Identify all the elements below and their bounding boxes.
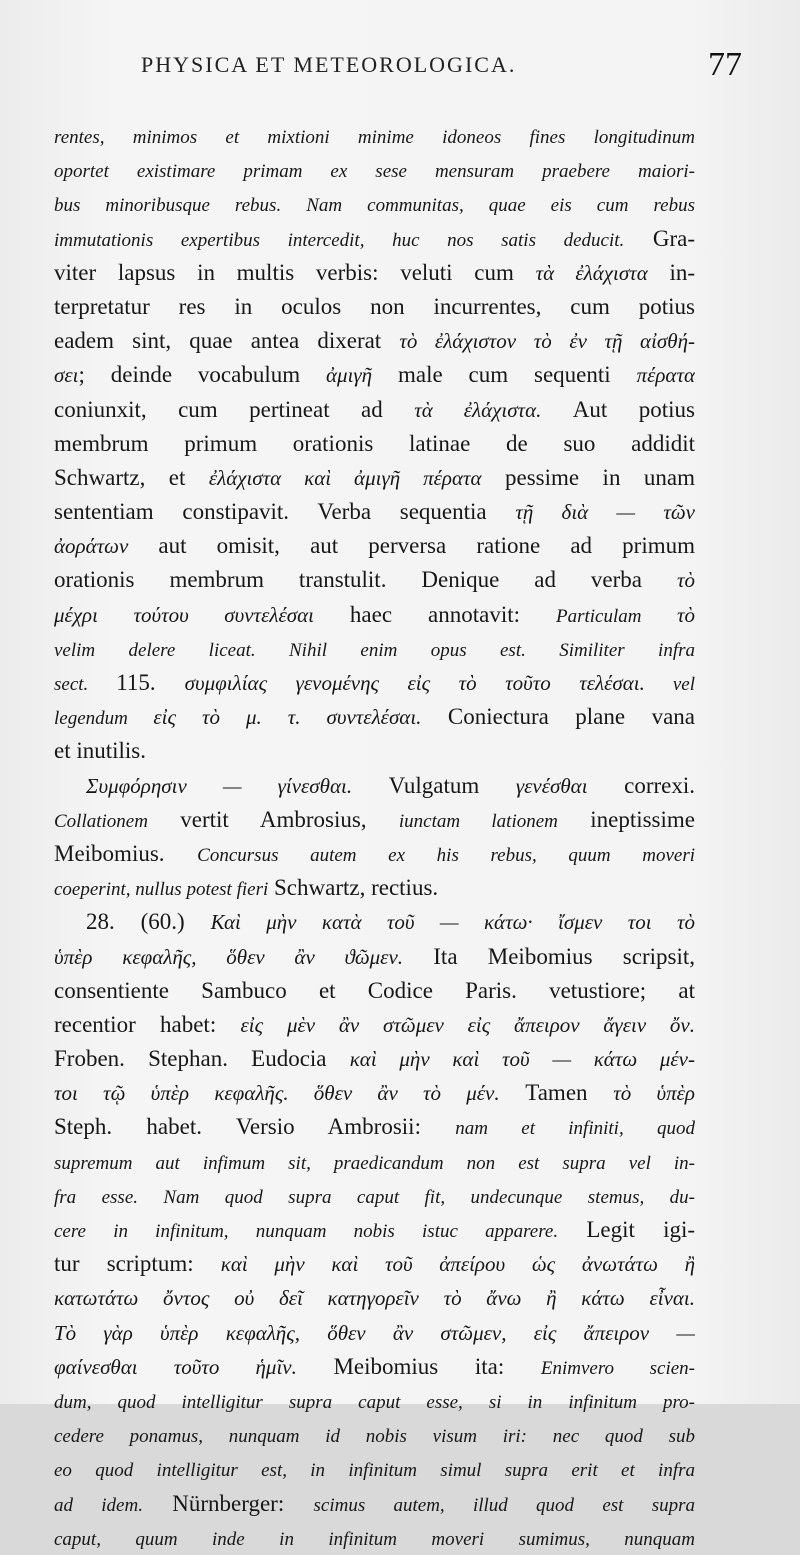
roman-text: haec annotavit: (313, 601, 556, 627)
italic-text: Concursus autem ex his rebus, quum moveri (197, 844, 695, 866)
text-line (54, 495, 695, 529)
roman-text: eadem sint, quae antea dixerat (54, 328, 400, 354)
roman-text: orationis membrum transtulit. Denique ad verba (54, 567, 677, 593)
text-line (54, 427, 695, 461)
greek-text: τὸ ἐλάχιστον τὸ ἐν τῇ αἰσθή- (399, 329, 695, 354)
text-line (54, 803, 695, 837)
text-line (54, 1452, 695, 1486)
greek-text: τοι τῷ ὑπὲρ κεφαλῆς. ὅθεν ἂν τὸ μέν. (54, 1081, 500, 1106)
roman-text: ; deinde vocabulum (78, 362, 326, 388)
text-line (54, 700, 695, 734)
text-line (54, 1350, 695, 1384)
greek-text: φαίνεσθαι τοῦτο ἡμῖν. (54, 1354, 297, 1379)
roman-text: aut omisit, aut perversa ratione ad primum (128, 533, 695, 559)
greek-text: Τὸ γὰρ ὑπὲρ κεφαλῆς, ὅθεν ἂν στῶμεν, εἰς ἄπειρον — (54, 1320, 695, 1345)
greek-text: Συμφόρησιν — γίνεσθαι. (86, 773, 353, 798)
italic-text: caput, quum inde in infinitum moveri sumimus, nunquam (54, 1528, 695, 1550)
roman-text: recentior habet: (54, 1011, 241, 1037)
roman-text: Schwartz, et (54, 464, 209, 490)
greek-text: Καὶ μὴν κατὰ τοῦ — κάτω· ἴσμεν τοι τὸ (210, 910, 695, 935)
roman-text: in- (647, 259, 695, 285)
greek-text: εἰς μὲν ἂν στῶμεν εἰς ἄπειρον ἄγειν ὄν. (240, 1012, 695, 1037)
greek-text: ἐλάχιστα καὶ ἀμιγῆ πέρατα (208, 465, 482, 490)
italic-text: iunctam lationem (398, 810, 558, 832)
running-title: PHYSICA ET METEOROLOGICA. (141, 52, 517, 77)
italic-text: fra esse. Nam quod supra caput fit, undecunque stemus, du- (54, 1186, 695, 1208)
text-line (54, 1247, 695, 1281)
roman-text: Meibomius ita: (296, 1353, 541, 1379)
text-line (54, 905, 695, 939)
greek-text: συμφιλίας γενομένης εἰς τὸ τοῦτο τελέσαι. (184, 671, 645, 695)
greek-text: ἀοράτων (54, 534, 129, 559)
roman-text: Steph. habet. Versio Ambrosii: (54, 1114, 456, 1140)
roman-text: Legit igi- (558, 1217, 695, 1242)
roman-text: 28. (60.) (86, 909, 211, 935)
italic-text: coeperint, nullus potest fieri (54, 879, 269, 901)
italic-text: Collationem (54, 810, 148, 832)
greek-text: γενέσθαι (515, 773, 588, 798)
text-line (54, 119, 695, 153)
roman-text: male cum sequenti (372, 362, 637, 388)
text-line (54, 1076, 695, 1110)
roman-text: Ita Meibomius scripsit, (403, 943, 695, 969)
greek-text: τὸ ὑπὲρ (613, 1081, 695, 1106)
text-line (54, 769, 695, 803)
roman-text: coniunxit, cum pertineat ad (54, 396, 415, 422)
text-line (54, 598, 695, 632)
text-line (54, 222, 695, 256)
italic-text: cedere ponamus, nunquam id nobis visum iri: nec quod sub (54, 1426, 695, 1448)
roman-text: Vulgatum (352, 772, 516, 798)
text-line (54, 461, 695, 495)
text-line (54, 358, 695, 392)
greek-text: τῇ διὰ — τῶν (515, 500, 695, 525)
text-line (54, 290, 695, 324)
text-line (54, 529, 695, 563)
text-line (54, 393, 695, 427)
page-header (54, 46, 742, 99)
text-line (54, 1487, 695, 1521)
roman-text: Meibomius. (54, 840, 198, 866)
greek-text: τὸ (641, 602, 695, 627)
text-line (54, 1145, 695, 1179)
text-line (54, 187, 695, 221)
roman-text: sententiam constipavit. Verba sequentia (54, 499, 516, 525)
italic-text: eo quod intelligitur est, in infinitum simul supra erit et infra (54, 1460, 695, 1482)
roman-text: terpretatur res in oculos non incurrentes, cum potius (54, 293, 695, 319)
greek-text: μέχρι τούτου συντελέσαι (54, 602, 314, 627)
roman-text: Froben. Stephan. Eudocia (54, 1046, 350, 1072)
italic-text: rentes, minimos et mixtioni minime idoneos fines longitudinum (54, 127, 695, 148)
italic-text: sect. (54, 674, 117, 695)
italic-text: Enimvero scien- (540, 1357, 695, 1379)
text-line (54, 1384, 695, 1418)
text-line (54, 1316, 695, 1350)
italic-text: dum, quod intelligitur supra caput esse, si in infinitum pro- (54, 1391, 695, 1413)
greek-text: ἀμιγῆ (326, 363, 373, 388)
greek-text: πέρατα (636, 363, 695, 388)
italic-text: cere in infinitum, nunquam nobis istuc apparere. (54, 1221, 559, 1242)
italic-text: Particulam (555, 605, 642, 627)
text-line (54, 1213, 695, 1247)
italic-text: legendum (54, 708, 154, 730)
text-line (54, 256, 695, 290)
greek-text: καὶ μὴν καὶ τοῦ ἀπείρου ὡς ἀνωτάτω ἢ (220, 1252, 695, 1277)
roman-text: Gra- (624, 225, 695, 251)
greek-text: κατωτάτω ὄντος οὐ δεῖ κατηγορεῖν τὸ ἄνω ἢ κάτω εἶναι. (54, 1286, 695, 1311)
text-line (54, 1418, 695, 1452)
italic-text: immutationis expertibus intercedit, huc nos satis deducit. (54, 229, 625, 251)
text-line (54, 563, 695, 597)
body-text (54, 119, 695, 1555)
roman-text: Aut potius (541, 396, 695, 422)
text-line (54, 974, 695, 1008)
roman-text: Schwartz, rectius. (268, 875, 439, 901)
italic-text: bus minoribusque rebus. Nam communitas, quae eis cum rebus (54, 195, 695, 217)
italic-text: nam et infiniti, quod (455, 1118, 695, 1140)
roman-text: correxi. (587, 772, 695, 798)
text-line (54, 632, 695, 666)
roman-text: Nürnberger: (142, 1490, 314, 1516)
roman-text: consentiente Sambuco et Codice Paris. vetustiore; at (54, 977, 695, 1003)
text-line (54, 837, 695, 871)
roman-text: 115. (116, 670, 185, 695)
text-line (54, 1042, 695, 1076)
roman-text: et inutilis. (54, 738, 146, 764)
text-line (54, 1521, 695, 1555)
roman-text: viter lapsus in multis verbis: veluti cum (54, 259, 536, 285)
italic-text: oportet existimare primam ex sese mensuram praebere maiori- (54, 161, 695, 183)
italic-text: vel (644, 674, 695, 695)
roman-text: membrum primum orationis latinae de suo addidit (54, 430, 695, 456)
italic-text: scimus autem, illud quod est supra (313, 1494, 695, 1516)
text-line (54, 871, 695, 905)
roman-text: Tamen (499, 1080, 614, 1106)
greek-text: τὰ ἐλάχιστα (535, 260, 648, 285)
roman-text: pessime in unam (481, 464, 695, 490)
greek-text: τὰ ἐλάχιστα. (414, 397, 542, 422)
text-line (54, 1179, 695, 1213)
greek-text: εἰς τὸ μ. τ. συντελέσαι. (153, 705, 422, 730)
greek-text: σει (54, 363, 79, 388)
text-line (54, 1008, 695, 1042)
text-line (54, 1281, 695, 1315)
text-line (54, 324, 695, 358)
text-line (54, 940, 695, 974)
roman-text: Coniectura plane vana (421, 704, 695, 730)
italic-text: supremum aut infimum sit, praedicandum non est supra vel in- (54, 1152, 695, 1174)
text-line (54, 1110, 695, 1144)
text-line (54, 734, 695, 768)
greek-text: ὑπὲρ κεφαλῆς, ὅθεν ἂν ϑῶμεν. (54, 944, 404, 969)
roman-text: tur scriptum: (54, 1251, 221, 1277)
text-line (54, 666, 695, 700)
text-line (54, 153, 695, 187)
greek-text: καὶ μὴν καὶ τοῦ — κάτω μέν- (349, 1047, 695, 1072)
italic-text: velim delere liceat. Nihil enim opus est. Similiter infra (54, 639, 695, 661)
roman-text: ineptissime (557, 806, 695, 832)
italic-text: ad idem. (54, 1494, 143, 1516)
greek-text: τὸ (676, 568, 695, 593)
page-number: 77 (708, 46, 742, 83)
roman-text: vertit Ambrosius, (147, 806, 399, 832)
